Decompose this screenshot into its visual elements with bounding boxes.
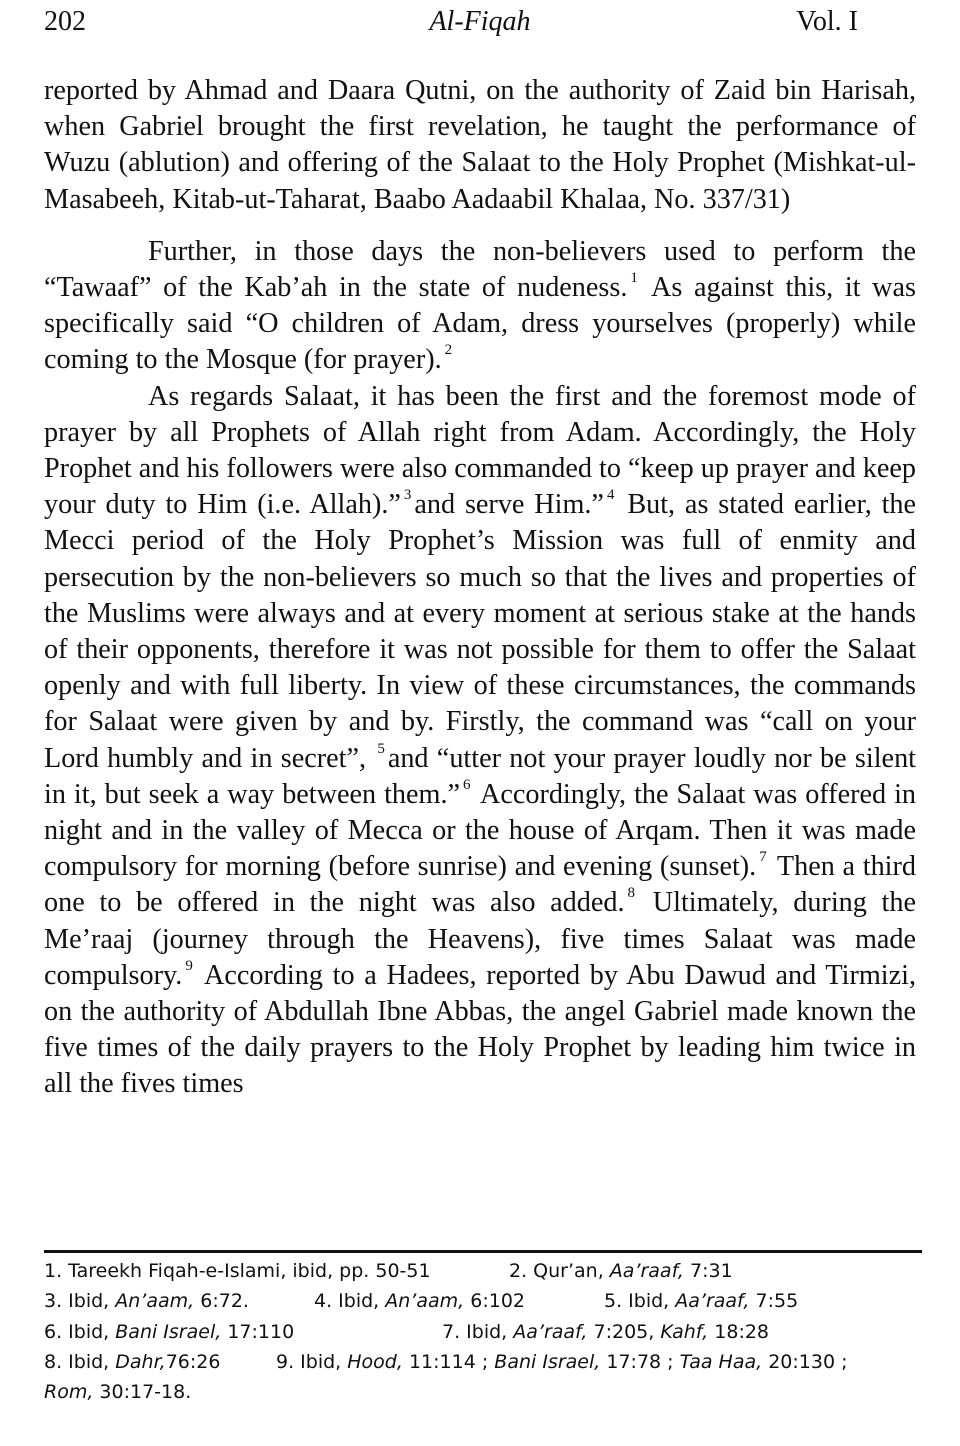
footnote-line-3 (44, 1317, 924, 1347)
footnote-8-surah: Dahr, (115, 1350, 166, 1373)
footnote-3-surah: An’aam, (115, 1290, 195, 1313)
footnote-4 (314, 1286, 525, 1316)
footnote-7-verse: 7:205, (593, 1320, 655, 1343)
footnote-3 (44, 1290, 249, 1312)
footnote-6-surah: Bani Israel, (115, 1320, 222, 1343)
footnote-8 (44, 1351, 220, 1373)
footnote-4-surah: An’aam, (385, 1290, 465, 1313)
footnote-7-source: 7. Ibid, (442, 1320, 508, 1343)
paragraph-3-text-b: and serve Him.” (414, 489, 604, 521)
footnote-line-2 (44, 1286, 924, 1316)
footnote-9-surah-3: Taa Haa, (679, 1350, 763, 1373)
paragraph-2 (44, 234, 916, 379)
footnote-ref-2: 2 (444, 342, 453, 359)
footnote-9-verse-4: 30:17-18. (99, 1381, 192, 1404)
footnote-6 (44, 1321, 294, 1343)
footnote-2-source: 2. Qur’an, (509, 1260, 604, 1282)
page-number: 202 (44, 6, 86, 37)
footnote-line-1 (44, 1256, 924, 1286)
running-header (44, 0, 916, 44)
paragraph-3-text-e: Accordingly, the Salaat was offered in night and in the valley of Mecca or the house of Arqam. Then it was made compulsory for morning (before sunrise) and evening (sunset). (44, 778, 916, 883)
footnote-8-verse: 76:26 (165, 1350, 221, 1373)
footnote-5 (604, 1286, 798, 1316)
footnote-9-verse: 11:114 ; (408, 1350, 489, 1373)
footnote-7-verse-2: 18:28 (714, 1320, 770, 1343)
paragraph-3 (44, 379, 916, 1103)
footnote-9-verse-2: 17:78 ; (606, 1350, 674, 1373)
footnote-3-source: 3. Ibid, (44, 1290, 110, 1313)
footnote-line-4 (44, 1347, 924, 1377)
paragraph-3-text-f: Then a third one to be offered in the night was also added. (44, 851, 916, 919)
footnote-9-surah: Hood, (347, 1350, 403, 1373)
footnote-ref-3: 3 (403, 487, 412, 504)
footnote-9 (276, 1347, 848, 1377)
footnote-7-surah-2: Kahf, (660, 1320, 709, 1343)
paragraph-3-text-g: Ultimately, during the Me’raaj (journey through the Heavens), five times Salaat was made compulsory. (44, 887, 916, 991)
footnote-2-verse: 7:31 (690, 1260, 733, 1282)
footnote-6-verse: 17:110 (227, 1320, 295, 1343)
footnote-ref-7: 7 (759, 849, 767, 866)
footnote-7 (442, 1317, 769, 1347)
footnote-ref-5: 5 (377, 740, 385, 757)
footnote-9-source: 9. Ibid, (276, 1350, 342, 1373)
footnote-2-surah: Aa’raaf, (609, 1260, 684, 1282)
footnote-8-source: 8. Ibid, (44, 1350, 110, 1373)
paragraph-3-text-h: According to a Hadees, reported by Abu Dawud and Tirmizi, on the authority of Abdullah Ibne Abbas, the angel Gabriel made known the five times of the daily prayers to the Holy Prophet by leading him twice in all the fives times (44, 959, 916, 1100)
footnote-5-verse: 7:55 (755, 1290, 799, 1313)
footnote-ref-6: 6 (463, 776, 471, 793)
footnote-6-source: 6. Ibid, (44, 1320, 110, 1343)
footnote-4-verse: 6:102 (470, 1290, 525, 1313)
footnote-5-source: 5. Ibid, (604, 1290, 670, 1313)
paragraph-3-text-c: But, as stated earlier, the Mecci period of the Holy Prophet’s Mission was full of enmity and persecution by the non-believers so much so that the lives and properties of the Muslims were always and at every moment at serious stake at the hands of their opponents, therefore it was not possible for them to offer the Salaat openly and with full liberty. In view of these circumstances, the commands for Salaat were given by and by. Firstly, the command was “call on your Lord humbly and in secret”, (44, 489, 917, 774)
footnote-3-verse: 6:72. (200, 1290, 249, 1313)
paragraph-3-text-d: and “utter not your prayer loudly nor be silent in it, but seek a way between them.” (44, 742, 916, 810)
paragraph-1: reported by Ahmad and Daara Qutni, on the authority of Zaid bin Harisah, when Gabriel brought the first revelation, he taught the performance of Wuzu (ablution) and offering of the Salaat to the Holy Prophet (Mishkat-ul-Masabeeh, Kitab-ut-Taharat, Baabo Aadaabil Khalaa, No. 337/31) (44, 75, 916, 215)
footnote-4-source: 4. Ibid, (314, 1290, 380, 1313)
footnote-divider (44, 1250, 922, 1253)
footnote-1: 1. Tareekh Fiqah-e-Islami, ibid, pp. 50-51 (44, 1260, 431, 1282)
book-title: Al-Fiqah (429, 6, 531, 37)
footnote-ref-8: 8 (627, 885, 636, 902)
footnote-ref-4: 4 (606, 487, 615, 504)
paragraph-2-text-a: Further, in those days the non-believers used to perform the “Tawaaf” of the Kab’ah in the state of nudeness. (44, 235, 916, 304)
volume-label: Vol. I (796, 6, 858, 37)
paragraph-2-text-b: As against this, it was specifically said “O children of Adam, dress yourselves (properly) while coming to the Mosque (for prayer). (44, 272, 916, 376)
footnote-5-surah: Aa’raaf, (675, 1290, 750, 1313)
body-text (44, 73, 916, 1103)
footnote-9-surah-4: Rom, (44, 1381, 94, 1404)
footnotes (44, 1256, 924, 1407)
footnote-ref-9: 9 (185, 957, 193, 974)
footnote-2 (509, 1256, 733, 1286)
footnote-ref-1: 1 (630, 270, 638, 287)
footnote-7-surah: Aa’raaf, (513, 1320, 588, 1343)
footnote-9-verse-3: 20:130 ; (768, 1350, 848, 1373)
footnote-9-surah-2: Bani Israel, (494, 1350, 601, 1373)
paragraph-3-text-a: As regards Salaat, it has been the first and the foremost mode of prayer by all Prophets of Allah right from Adam. Accordingly, the Holy Prophet and his followers were also commanded to “keep up prayer and keep your duty to Him (i.e. Allah).” (44, 380, 916, 521)
footnote-line-5 (44, 1377, 924, 1407)
